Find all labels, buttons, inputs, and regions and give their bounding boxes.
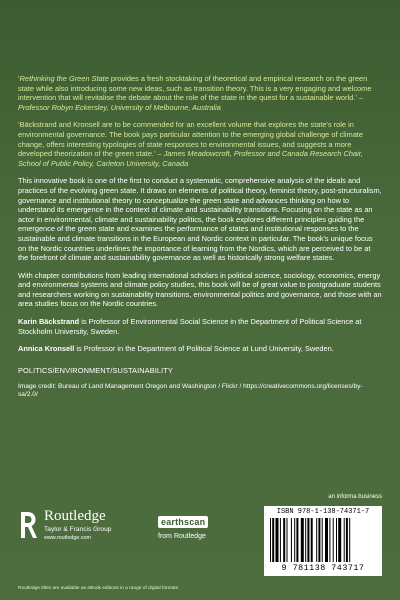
quote-attribution: James Meadowcroft, Professor and Canada Research Chair, School of Public Policy, Carleton University, Canada [18,149,363,168]
image-credit: Image credit: Bureau of Land Management Oregon and Washington / Flickr / https://creativecommons.org/licenses/by-sa/2.0/ [18,382,363,399]
barcode-bar [305,518,306,562]
routledge-mark-icon [18,510,38,540]
author-bio-1: Karin Bäckstrand is Professor of Environmental Social Science in the Department of Political Science at Stockholm University, Sweden. [18,317,362,336]
cover-footer [18,494,382,586]
publisher-url: www.routledge.com [44,535,92,541]
barcode-bar [333,518,334,562]
quote-attribution: Professor Robyn Eckersley, University of Melbourne, Australia [18,102,221,112]
barcode-bar [270,518,271,562]
barcode-bar [307,518,309,562]
subject-categories: POLITICS/ENVIRONMENT/SUSTAINABILITY [18,365,173,375]
barcode-bar [272,518,274,562]
author-name: Annica Kronsell [18,344,75,354]
barcode-bar [280,518,281,562]
barcode-bar [283,518,285,562]
barcode-bar [346,518,348,562]
barcode-bar [318,518,320,562]
barcode-bar [287,518,288,562]
barcode-bars-icon [270,518,376,562]
author-bio-2: Annica Kronsell is Professor in the Department of Political Science at Lund University, Sweden. [18,344,334,354]
barcode-bar [301,518,304,562]
barcode-bar [329,518,330,562]
barcode-bar [291,518,292,562]
barcode-bar [276,518,279,562]
publisher-name: Routledge [44,508,106,524]
quote-book-title: Rethinking the Green State [19,74,109,83]
barcode-bar [296,518,298,562]
barcode-bar [336,518,337,562]
barcode-bar [349,518,350,562]
endorsement-quote-2: ‘Bäckstrand and Kronsell are to be commended for an excellent volume that explores the state's role in environmental governance. The book pays particular attention to the emerging global challenge of climate change, offers interesting typologies of state responses to environmental issues, and suggests a more developed theorization of the green state.’ – James Meadowcroft, Professor and Canada Research Chair, School of Public Policy, Carleton University, Canada [18,120,363,168]
description-paragraph-2: With chapter contributions from leading international scholars in political science, sociology, economics, energy and environmental systems and climate policy studies, this book will be of great value to postgraduate students and researchers working on sustainability transitions, environmental politics and governance, and those with an area studies focus on the Nordic countries. [18,270,382,309]
description-paragraph-1: This innovative book is one of the first to conduct a systematic, comprehensive analysis of the ideals and practices of the evolving green state. It draws on elements of political theory, feminist theory, post-structuralism, governance and institutional theory to conceptualize the green state and advances thinking on how to understand its emergence in the context of climate and sustainability transitions. Focusing on the state as an actor in environmental, climate and sustainability politics, the book explores different principles guiding the emergence of the green state and examines the performance of states and institutional responses to the sustainable and climate transitions in the European and Nordic context in particular. The book's unique focus on the Nordic countries underlines the importance of learning from the Nordics, which are perceived to be at the forefront of climate and sustainability governance as well as historically strong welfare states. [18,176,382,263]
cover-text [18,74,382,400]
earthscan-logo [158,512,248,544]
informa-label: an informa business [328,494,382,500]
barcode-bar [311,518,313,562]
author-name: Karin Bäckstrand [18,317,80,327]
routledge-logo [18,506,148,546]
barcode-bar [344,518,345,562]
barcode-bar [322,518,323,562]
barcode-bar [294,518,295,562]
ebook-note: Routledge titles are available as eBook editions in a range of digital formats [18,586,178,591]
earthscan-wordmark: earthscan [158,516,208,528]
barcode-bar [325,518,328,562]
isbn-text: ISBN 978-1-138-74371-7 [276,508,370,516]
barcode-bar [316,518,317,562]
barcode [264,506,382,576]
earthscan-from: from Routledge [158,533,206,540]
endorsement-quote-1: ‘Rethinking the Green State provides a fresh stocktaking of theoretical and empirical research on the green state while also introducing some new ideas, such as transition theory. This is a very engaging and welcome intervention that will revitalise the debate about the role of the state in the quest for a sustainable world.’ – Professor Robyn Eckersley, University of Melbourne, Australia [18,74,372,112]
barcode-number: 9 781138 743717 [281,563,365,573]
barcode-bar [338,518,341,562]
publisher-group: Taylor & Francis Group [44,526,112,533]
